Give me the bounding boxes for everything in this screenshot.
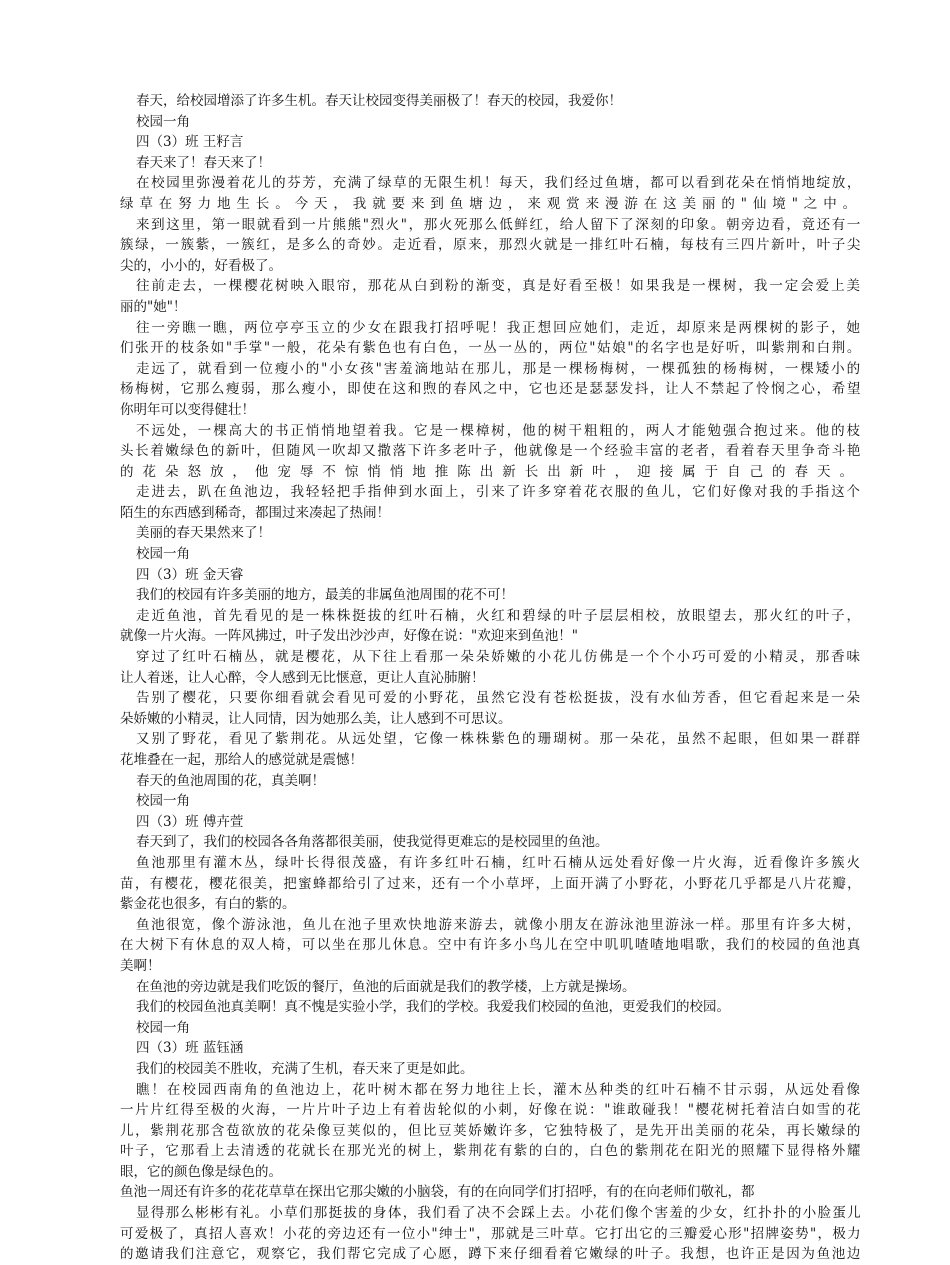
- text-line: 让人着迷，让人心醉，令人感到无比惬意，更让人直沁肺腑！: [120, 669, 485, 686]
- text-line: 我们的校园美不胜收，充满了生机，春天来了更是如此。: [136, 1060, 474, 1077]
- text-line: 美丽的春天果然来了！: [136, 525, 271, 542]
- text-line: 花堆叠在一起，那给人的感觉就是震憾！: [120, 752, 363, 768]
- text-line: 的花朵怒放，他宠辱不惊悄悄地推陈出新长出新叶，迎接属于自己的春天。: [120, 463, 862, 480]
- text-line: 鱼池很宽，像个游泳池，鱼儿在池子里欢快地游来游去，就像小朋友在游泳池里游泳一样。那里有许多大树，: [136, 916, 862, 933]
- document-body: [120, 91, 862, 1265]
- text-line: 在大树下有休息的双人椅，可以坐在那儿休息。空中有许多小鸟儿在空中叽叽喳喳地唱歌，我们的校园的鱼池真: [120, 937, 862, 954]
- text-line: 尖的，小小的，好看极了。: [120, 257, 282, 274]
- text-line: 春天的鱼池周围的花，真美啊！: [136, 772, 325, 789]
- text-line: 来到这里，第一眼就看到一片熊熊"烈火"，那火死那么低鲜红，给人留下了深刻的印象。朝旁边看，竟还有一: [136, 216, 862, 233]
- author-line: 四（3）班 蓝钰涵: [136, 1040, 244, 1057]
- text-line: 在校园里弥漫着花儿的芬芳，充满了绿草的无限生机！每天，我们经过鱼塘，都可以看到花朵在悄悄地绽放，: [136, 175, 862, 192]
- text-line: 春天，给校园增添了许多生机。春天让校园变得美丽极了！春天的校园，我爱你！: [136, 93, 622, 109]
- author-line: 四（3）班 金天睿: [136, 566, 244, 583]
- text-line: 苗，有樱花，樱花很美，把蜜蜂都给引了过来，还有一个小草坪，上面开满了小野花，小野花几乎都是八片花瓣，: [120, 875, 862, 892]
- section-heading: 校园一角: [136, 793, 190, 810]
- text-line: 往一旁瞧一瞧，两位亭亭玉立的少女在跟我打招呼呢！我正想回应她们，走近，却原来是两棵树的影子，她: [136, 319, 862, 336]
- text-line: 眼，它的颜色像是绿色的。: [120, 1163, 282, 1180]
- text-line: 紫金花也很多，有白的紫的。: [120, 896, 296, 913]
- text-line: 鱼池一周还有许多的花花草草在探出它那尖嫩的小脑袋，有的在向同学们打招呼，有的在向老师们敬礼，都: [120, 1184, 755, 1201]
- text-line: 我们的校园有许多美丽的地方，最美的非属鱼池周围的花不可！: [136, 587, 514, 604]
- text-line: 叶子，它那看上去清透的花就长在那光光的树上，紫荆花有紫的白的，白色的紫荆花在阳光的照耀下显得格外耀: [120, 1143, 862, 1160]
- text-line: 丽的"她"！: [120, 298, 187, 315]
- text-line: 可爱极了，真招人喜欢！小花的旁边还有一位小"绅士"，那就是三叶草。它打出它的三瓣爱心形"招牌姿势"，极力: [120, 1225, 862, 1242]
- section-heading: 校园一角: [136, 546, 190, 563]
- text-line: 美啊！: [120, 957, 161, 974]
- text-line: 我们的校园鱼池真美啊！真不愧是实验小学，我们的学校。我爱我们校园的鱼池，更爱我们的校园。: [136, 999, 730, 1016]
- text-line: 走远了，就看到一位瘦小的"小女孩"害羞滴地站在那儿，那是一棵杨梅树，一棵孤独的杨梅树，一棵矮小的: [136, 360, 862, 377]
- text-line: 在鱼池的旁边就是我们吃饭的餐厅，鱼池的后面就是我们的教学楼，上方就是操场。: [136, 978, 636, 995]
- text-line: 走进去，趴在鱼池边，我轻轻把手指伸到水面上，引来了许多穿着花衣服的鱼儿，它们好像对我的手指这个: [136, 484, 862, 501]
- text-line: 你明年可以变得健壮！: [120, 401, 255, 418]
- text-line: 春天到了，我们的校园各各角落都很美丽，使我觉得更难忘的是校园里的鱼池。: [136, 834, 609, 851]
- text-line: 杨梅树，它那么瘦弱，那么瘦小，即使在这和煦的春风之中，它也还是瑟瑟发抖，让人不禁起了怜悯之心，希望: [120, 381, 862, 398]
- text-line: 显得那么彬彬有礼。小草们那挺拔的身体，我们看了决不会踩上去。小花们像个害羞的少女，红扑扑的小脸蛋儿: [136, 1205, 862, 1222]
- text-line: 瞧！在校园西南角的鱼池边上，花叶树木都在努力地往上长，灌木丛种类的红叶石楠不甘示弱，从远处看像: [136, 1081, 862, 1098]
- text-line: 簇绿，一簇紫，一簇红，是多么的奇妙。走近看，原来，那烈火就是一排红叶石楠，每枝有三四片新叶，叶子尖: [120, 237, 862, 254]
- text-line: 不远处，一棵高大的书正悄悄地望着我。它是一棵樟树，他的树干粗粗的，两人才能勉强合抱过来。他的枝: [136, 422, 862, 439]
- text-line: 头长着嫩绿色的新叶，但随风一吹却又撒落下许多老叶子，他就像是一个经验丰富的老者，看着春天里争奇斗艳: [120, 443, 862, 460]
- text-line: 陌生的东西感到稀奇，都围过来凑起了热闹！: [120, 504, 390, 521]
- text-line: 鱼池那里有灌木丛，绿叶长得很茂盛，有许多红叶石楠，红叶石楠从远处看好像一片火海，近看像许多簇火: [136, 854, 862, 871]
- text-line: 朵娇嫩的小精灵，让人同情，因为她那么美，让人感到不可思议。: [120, 710, 512, 727]
- section-heading: 校园一角: [136, 1019, 190, 1036]
- text-line: 往前走去，一棵樱花树映入眼帘，那花从白到粉的渐变，真是好看至极！如果我是一棵树，我一定会爱上美: [136, 278, 862, 295]
- text-line: 就像一片火海。一阵风拂过，叶子发出沙沙声，好像在说："欢迎来到鱼池！": [120, 628, 578, 645]
- text-line: 的邀请我们注意它，观察它，我们帮它完成了心愿，蹲下来仔细看着它嫩绿的叶子。我想，也许正是因为鱼池边: [120, 1246, 862, 1263]
- author-line: 四（3）班 傅卉萱: [136, 813, 244, 830]
- text-line: 儿，紫荆花那含苞欲放的花朵像豆荚似的，但比豆荚娇嫩许多，它独特极了，是先开出美丽的花朵，再长嫩绿的: [120, 1122, 862, 1139]
- section-heading: 校园一角: [136, 113, 190, 130]
- text-line: 又别了野花，看见了紫荆花。从远处望，它像一株株紫色的珊瑚树。那一朵花，虽然不起眼，但如果一群群: [136, 731, 862, 748]
- text-line: 一片片红得至极的火海，一片片叶子边上有着齿轮似的小刺，好像在说："谁敢碰我！"樱花树托着洁白如雪的花: [120, 1102, 862, 1119]
- text-line: 们张开的枝条如"手掌"一般，花朵有紫色也有白色，一丛一丛的，两位"姑娘"的名字也是好听，叫紫荆和白荆。: [120, 340, 862, 357]
- text-line: 告别了樱花，只要你细看就会看见可爱的小野花，虽然它没有苍松挺拔，没有水仙芳香，但它看起来是一朵: [136, 690, 862, 707]
- text-line: 走近鱼池，首先看见的是一株株挺拔的红叶石楠，火红和碧绿的叶子层层相校，放眼望去，那火红的叶子，: [136, 607, 862, 624]
- text-line: 春天来了！春天来了！: [136, 154, 271, 171]
- text-line: 穿过了红叶石楠丛，就是樱花，从下往上看那一朵朵娇嫩的小花儿仿佛是一个个小巧可爱的小精灵，那香味: [136, 649, 862, 666]
- author-line: 四（3）班 王籽言: [136, 134, 244, 151]
- text-line: 绿草在努力地生长。今天，我就要来到鱼塘边，来观赏来漫游在这美丽的"仙境"之中。: [120, 195, 862, 212]
